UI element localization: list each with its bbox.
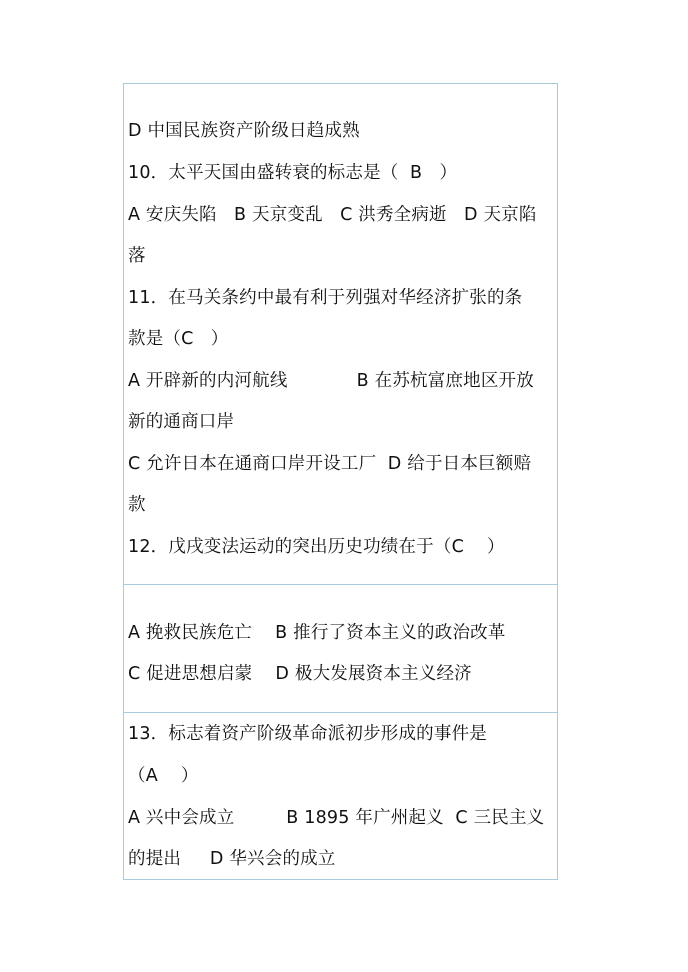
options-q11-line3: C 允许日本在通商口岸开设工厂 D 给于日本巨额赔 [128, 454, 532, 474]
question-13-line2: （A ） [128, 766, 199, 786]
question-10: 10．太平天国由盛转衰的标志是（ B ） [128, 163, 458, 183]
question-11-line1: 11．在马关条约中最有利于列强对华经济扩张的条 [128, 288, 523, 308]
table-cell-2 [123, 584, 558, 712]
options-q11-line4: 款 [128, 495, 146, 515]
question-13-line1: 13．标志着资产阶级革命派初步形成的事件是 [128, 724, 487, 744]
options-q13-line2: 的提出 D 华兴会的成立 [128, 849, 336, 869]
options-q10-line2: 落 [128, 246, 146, 266]
options-q11-line1: A 开辟新的内河航线 B 在苏杭富庶地区开放 [128, 371, 534, 391]
options-q12-line1: A 挽救民族危亡 B 推行了资本主义的政治改革 [128, 623, 506, 643]
option-d-q9: D 中国民族资产阶级日趋成熟 [128, 121, 360, 141]
options-q11-line2: 新的通商口岸 [128, 412, 235, 432]
options-q10-line1: A 安庆失陷 B 天京变乱 C 洪秀全病逝 D 天京陷 [128, 205, 537, 225]
question-12: 12．戊戌变法运动的突出历史功绩在于（C ） [128, 537, 505, 557]
question-11-line2: 款是（C ） [128, 329, 229, 349]
options-q12-line2: C 促进思想启蒙 D 极大发展资本主义经济 [128, 664, 472, 684]
options-q13-line1: A 兴中会成立 B 1895 年广州起义 C 三民主义 [128, 808, 545, 828]
